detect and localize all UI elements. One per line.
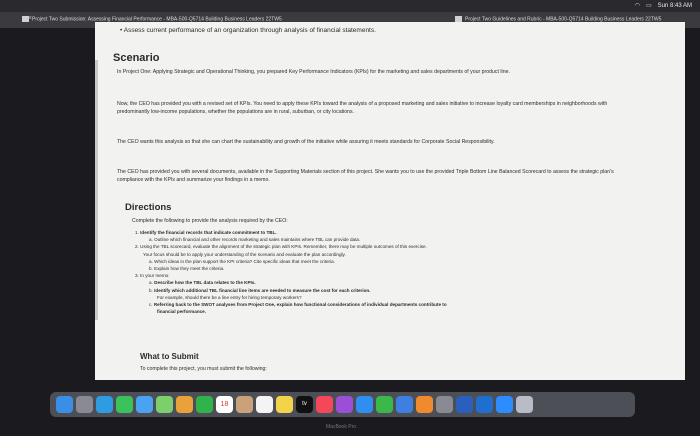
launchpad-icon[interactable] [76,396,93,413]
list-item: b. Identify which additional TBL financial line items are needed to measure the cost for each criterion. [149,287,371,293]
list-item: Your focus should be to apply your understanding of the scenario and evaluate the plan accordingly. [143,251,346,257]
directions-list [135,229,645,315]
paragraph-1: In Project One: Applying Strategic and Operational Thinking, you prepared Key Performance Indicators (KPIs) for the marketing and sales departments of your product line. [117,69,510,75]
paragraph-2: Now, the CEO has provided you with a revised set of KPIs. You need to apply these KPIs toward the analysis of a proposed marketing and sales initiative to increase loyalty card memberships in neighborhoods with predominantly low-income populations, whether the populations are in rural, suburban, or city locations. [117,101,608,115]
messages-icon[interactable] [116,396,133,413]
maps-icon[interactable] [156,396,173,413]
notes-icon[interactable] [276,396,293,413]
tv-icon[interactable]: tv [296,396,313,413]
menu-bar [0,0,700,12]
close-tab-icon[interactable]: × [28,15,33,22]
paragraph-4: The CEO has provided you with several documents, available in the Supporting Materials section of this project. She wants you to use the provided Triple Bottom Line Balanced Scorecard to assess the strategic plan's compliance with the KPIs and summarize your findings in a memo. [117,169,614,183]
system-preferences-icon[interactable] [436,396,453,413]
mail-icon[interactable] [136,396,153,413]
bullet-item: • Assess current performance of an organization through analysis of financial statements. [120,27,376,34]
list-item: c. Referring back to the SWOT analyses from Project One, explain how functional considerations of individual departments contribute to [149,302,447,308]
status-area [635,2,692,9]
contacts-icon[interactable] [236,396,253,413]
directions-intro: Complete the following to provide the analysis required by the CEO: [132,218,288,224]
scenario-heading: Scenario [113,52,160,64]
podcasts-icon[interactable] [336,396,353,413]
directions-heading: Directions [125,202,172,213]
trash-icon[interactable] [516,396,533,413]
what-to-submit-heading: What to Submit [140,352,199,361]
zoom-icon[interactable] [496,396,513,413]
document-page [95,22,685,380]
list-item: b. Explain how they meet the criteria. [149,266,225,272]
battery-icon[interactable]: ▭ [645,3,652,9]
music-icon[interactable] [316,396,333,413]
laptop-label: MacBook Pro [326,424,357,430]
word-icon[interactable] [456,396,473,413]
finder-icon[interactable] [56,396,73,413]
dock [50,392,635,417]
clock[interactable]: Sun 8:43 AM [657,2,692,9]
left-rule [95,60,98,320]
what-to-submit-text: To complete this project, you must submit the following: [140,366,267,372]
outlook-icon[interactable] [476,396,493,413]
list-item: a. Outline which financial and other records marketing and sales maintains where TBL can provide data. [149,237,361,243]
safari-icon[interactable] [96,396,113,413]
list-item: 3. In your memo: [135,273,170,279]
keynote-icon[interactable] [396,396,413,413]
calendar-icon[interactable]: 18 [216,396,233,413]
wifi-icon[interactable]: ◠ [634,3,640,9]
bullet-text: Assess current performance of an organization through analysis of financial statements. [123,27,376,34]
facetime-icon[interactable] [196,396,213,413]
list-item: 2. Using the TBL scorecard, evaluate the alignment of the strategic plan with KPIs. Remember, there may be multiple outcomes of this exercise. [135,244,427,250]
numbers-icon[interactable] [376,396,393,413]
list-item: For example, should there be a line entry for hiring temporary workers? [157,294,302,300]
app-store-icon[interactable] [356,396,373,413]
list-item: a. Which ideas in the plan support the KPI criteria? Cite specific ideas that meet the criteria. [149,258,335,264]
pages-icon[interactable] [416,396,433,413]
tab-label: Project Two Submission: Assessing Financial Performance - MBA-500-Q5714 Building Business Leaders 22TW5 [32,16,282,23]
list-item: 1. Identify the financial records that indicate commitment to TBL. [135,230,277,235]
reminders-icon[interactable] [256,396,273,413]
list-item: a. Describe how the TBL data relates to the KPIs. [149,280,256,286]
paragraph-3: The CEO wants this analysis so that she can chart the sustainability and growth of the initiative while assuring it meets standards for Corporate Social Responsibility. [117,139,495,145]
tab-label: Project Two Guidelines and Rubric - MBA-500-Q5714 Building Business Leaders 22TW5 [465,16,662,23]
list-item: financial performance. [157,309,207,315]
photos-icon[interactable] [176,396,193,413]
